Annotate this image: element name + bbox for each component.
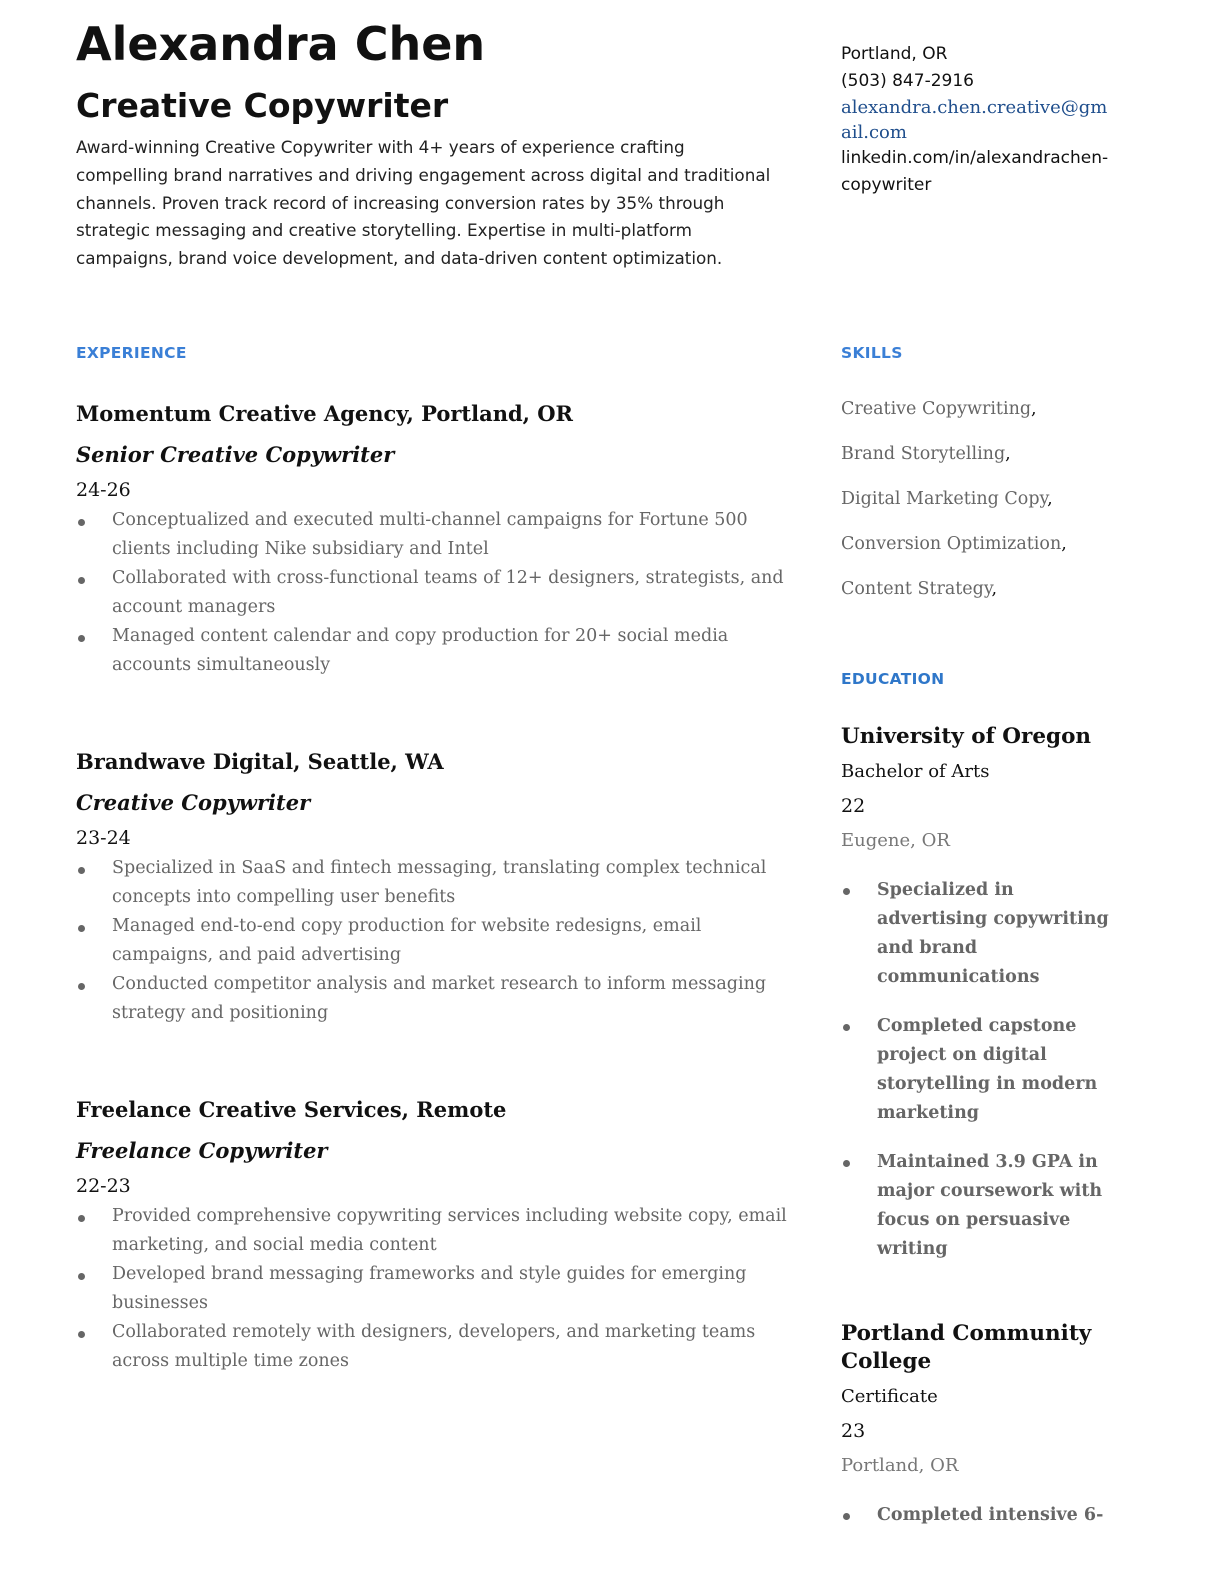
- bullet-dot-icon: [78, 577, 85, 584]
- bullet-dot-icon: [78, 983, 85, 990]
- contact-location: Portland, OR: [841, 44, 948, 64]
- edu-bullet-text: Specialized in advertising copywriting and brand communications: [877, 880, 1109, 987]
- edu-bullet-text: Completed capstone project on digital storytelling in modern marketing: [877, 1016, 1098, 1123]
- edu-degree: Certificate: [841, 1386, 938, 1407]
- education-entry: [841, 1320, 1111, 1550]
- job-bullet: [76, 854, 791, 912]
- job-bullet-text: Conducted competitor analysis and market research to inform messaging strategy and positioning: [112, 974, 767, 1023]
- experience-entry: [76, 747, 791, 1028]
- job-bullet-text: Provided comprehensive copywriting services including website copy, email marketing, and social media content: [112, 1206, 787, 1255]
- bullet-dot-icon: [843, 1160, 850, 1167]
- job-dates: 22-23: [76, 1175, 131, 1197]
- job-company: Momentum Creative Agency, Portland, OR: [76, 401, 574, 426]
- section-heading-education: EDUCATION: [841, 670, 945, 688]
- job-bullet-text: Managed content calendar and copy production for 20+ social media accounts simultaneously: [112, 626, 729, 675]
- skill-item: [841, 484, 1141, 514]
- section-heading-skills: SKILLS: [841, 344, 903, 362]
- bullet-dot-icon: [78, 1215, 85, 1222]
- education-entry: [841, 723, 1111, 1284]
- contact-email-link[interactable]: alexandra.chen.creative@gmail.com: [841, 97, 1108, 143]
- edu-bullet: [841, 1012, 1111, 1128]
- skill-text: Creative Copywriting: [841, 399, 1032, 419]
- profile-summary: Award-winning Creative Copywriter with 4+ years of experience crafting compelling brand narratives and driving engagement across digital and traditional channels. Proven track record of increasing conversion rates by 35% through strategic messaging and creative storytelling. Expertise in multi-platform campaigns, brand voice development, and data-driven content optimization.: [76, 137, 771, 269]
- skill-text: Digital Marketing Copy: [841, 489, 1048, 509]
- candidate-name: Alexandra Chen: [76, 17, 486, 71]
- bullet-dot-icon: [843, 1513, 850, 1520]
- job-bullets: [76, 1202, 791, 1376]
- job-dates: 24-26: [76, 479, 131, 501]
- job-bullet-text: Developed brand messaging frameworks and style guides for emerging businesses: [112, 1264, 747, 1313]
- contact-phone: (503) 847-2916: [841, 71, 974, 91]
- edu-location: Portland, OR: [841, 1455, 959, 1476]
- skill-text: Content Strategy: [841, 579, 992, 599]
- section-heading-experience: EXPERIENCE: [76, 344, 187, 362]
- bullet-dot-icon: [78, 925, 85, 932]
- job-bullet: [76, 564, 791, 622]
- edu-year: 23: [841, 1420, 866, 1442]
- skill-separator: ,: [1031, 399, 1037, 419]
- edu-bullets: [841, 1501, 1111, 1530]
- job-bullet: [76, 622, 791, 680]
- skill-text: Brand Storytelling: [841, 444, 1006, 464]
- job-bullet: [76, 912, 791, 970]
- skill-item: [841, 439, 1141, 469]
- edu-school: University of Oregon: [841, 724, 1092, 749]
- skill-text: Conversion Optimization: [841, 534, 1062, 554]
- experience-entry: [76, 399, 791, 680]
- skills-list: [841, 394, 1141, 619]
- skill-separator: ,: [1061, 534, 1067, 554]
- job-bullet-text: Managed end-to-end copy production for website redesigns, email campaigns, and paid advertising: [112, 916, 702, 965]
- bullet-dot-icon: [78, 1331, 85, 1338]
- bullet-dot-icon: [78, 519, 85, 526]
- job-bullet: [76, 1318, 791, 1376]
- edu-year: 22: [841, 795, 866, 817]
- bullet-dot-icon: [843, 888, 850, 895]
- skill-item: [841, 529, 1141, 559]
- job-bullet: [76, 1260, 791, 1318]
- skill-separator: ,: [1047, 489, 1053, 509]
- edu-school: Portland Community College: [841, 1321, 1092, 1374]
- job-bullets: [76, 506, 791, 680]
- job-role: Freelance Copywriter: [76, 1138, 328, 1163]
- job-bullet: [76, 970, 791, 1028]
- bullet-dot-icon: [78, 1273, 85, 1280]
- skill-item: [841, 574, 1141, 604]
- contact-linkedin: linkedin.com/in/alexandrachen-copywriter: [841, 148, 1109, 195]
- bullet-dot-icon: [78, 635, 85, 642]
- contact-block: [841, 41, 1111, 199]
- job-title: Creative Copywriter: [76, 86, 449, 125]
- experience-entry: [76, 1095, 791, 1376]
- edu-bullet-text: Maintained 3.9 GPA in major coursework with focus on persuasive writing: [877, 1152, 1103, 1259]
- job-bullets: [76, 854, 791, 1028]
- edu-degree: Bachelor of Arts: [841, 761, 990, 782]
- skill-item: [841, 394, 1141, 424]
- job-role: Senior Creative Copywriter: [76, 442, 395, 467]
- job-bullet: [76, 506, 791, 564]
- job-role: Creative Copywriter: [76, 790, 311, 815]
- bullet-dot-icon: [78, 867, 85, 874]
- job-company: Freelance Creative Services, Remote: [76, 1097, 507, 1122]
- job-bullet-text: Collaborated with cross-functional teams of 12+ designers, strategists, and account managers: [112, 568, 784, 617]
- skill-separator: ,: [991, 579, 998, 599]
- skill-separator: ,: [1005, 444, 1011, 464]
- job-bullet-text: Specialized in SaaS and fintech messaging, translating complex technical concepts into compelling user benefits: [112, 858, 767, 907]
- edu-bullet: [841, 1148, 1111, 1264]
- edu-bullet: [841, 1501, 1111, 1530]
- job-company: Brandwave Digital, Seattle, WA: [76, 749, 444, 774]
- bullet-dot-icon: [843, 1024, 850, 1031]
- job-bullet: [76, 1202, 791, 1260]
- edu-bullet: [841, 876, 1111, 992]
- edu-location: Eugene, OR: [841, 830, 950, 851]
- job-bullet-text: Conceptualized and executed multi-channel campaigns for Fortune 500 clients including Nike subsidiary and Intel: [112, 510, 748, 559]
- edu-bullet-text: Completed intensive 6-: [877, 1505, 1104, 1525]
- job-bullet-text: Collaborated remotely with designers, developers, and marketing teams across multiple time zones: [112, 1322, 756, 1371]
- job-dates: 23-24: [76, 827, 131, 849]
- edu-bullets: [841, 876, 1111, 1264]
